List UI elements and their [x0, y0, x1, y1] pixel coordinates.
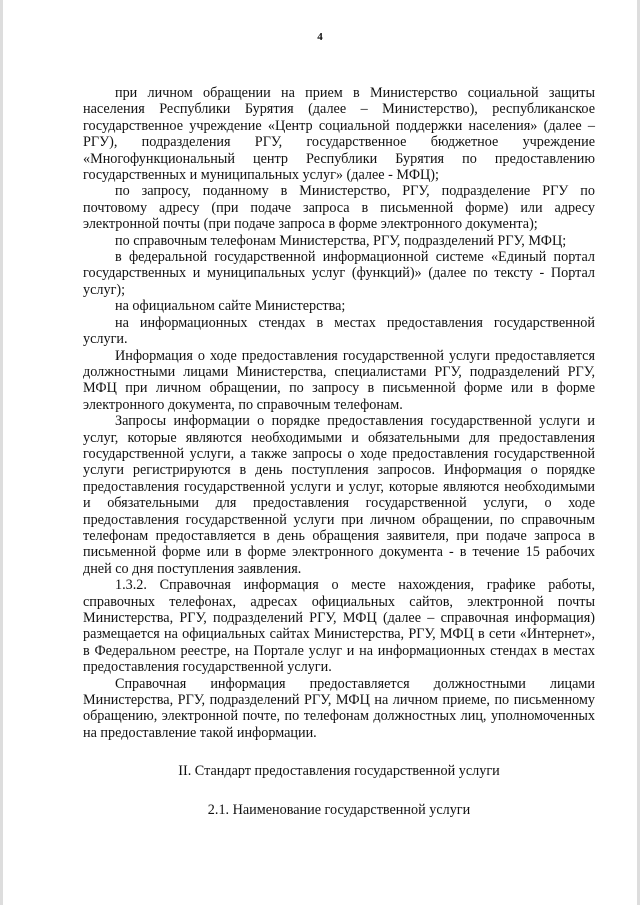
- paragraph: в федеральной государственной информационной системе «Единый портал государственных и муниципальных услуг (функций)» (далее по тексту - Портал услуг);: [83, 249, 595, 298]
- section-heading: II. Стандарт предоставления государственной услуги: [178, 763, 500, 780]
- document-body: [83, 85, 595, 818]
- paragraph: 1.3.2. Справочная информация о месте нахождения, графике работы, справочных телефонах, адресах официальных сайтов, электронной почты Министерства, РГУ, подразделений РГУ, МФЦ (далее – справочная информация) размещается на официальных сайтах Министерства, РГУ, МФЦ в сети «Интернет», в Федеральном реестре, на Портале услуг и на информационных стендах в местах предоставления государственной услуги.: [83, 577, 595, 676]
- paragraph: Справочная информация предоставляется должностными лицами Министерства, РГУ, подразделений РГУ, МФЦ на личном приеме, по письменному обращению, электронной почте, по телефонам должностных лиц, уполномоченных на предоставление такой информации.: [83, 675, 595, 741]
- subsection-heading: 2.1. Наименование государственной услуги: [207, 801, 471, 818]
- paragraph: Информация о ходе предоставления государственной услуги предоставляется должностными лицами Министерства, специалистами РГУ, подразделений РГУ, МФЦ при личном обращении, по запросу в письменной форме или в форме электронного документа, по справочным телефонам.: [83, 347, 595, 413]
- paragraph: по запросу, поданному в Министерство, РГУ, подразделение РГУ по почтовому адресу (при подаче запроса в письменной форме) или адресу электронной почты (при подаче запроса в форме электронного документа);: [83, 183, 595, 233]
- paragraph: на информационных стендах в местах предоставления государственной услуги.: [83, 314, 595, 348]
- paragraph: при личном обращении на прием в Министерство социальной защиты населения Республики Бурятия (далее – Министерство), республиканское государственное учреждение «Центр социальной поддержки населения» (далее – РГУ), подразделения РГУ, государственное бюджетное учреждение «Многофункциональный центр Республики Бурятия по предоставлению государственных и муниципальных услуг» (далее - МФЦ);: [83, 85, 595, 184]
- paragraph: по справочным телефонам Министерства, РГУ, подразделений РГУ, МФЦ;: [115, 232, 567, 249]
- scan-edge-left: [0, 0, 3, 905]
- page-number: 4: [317, 31, 323, 43]
- paragraph: на официальном сайте Министерства;: [115, 298, 346, 315]
- paragraph: Запросы информации о порядке предоставления государственной услуги и услуг, которые являются необходимыми и обязательными для предоставления государственной услуги, а также запросы о ходе предоставления государственной услуги регистрируются в день поступления запросов. Информация о порядке предоставления государственной услуги и услуг, которые являются необходимыми и обязательными для предоставления государственной услуги, о ходе предоставления государственной услуги при личном обращении, по справочным телефонам предоставляется в день обращения заявителя, при подаче запроса в письменной форме или в форме электронного документа - в течение 15 рабочих дней со дня поступления заявления.: [83, 413, 595, 577]
